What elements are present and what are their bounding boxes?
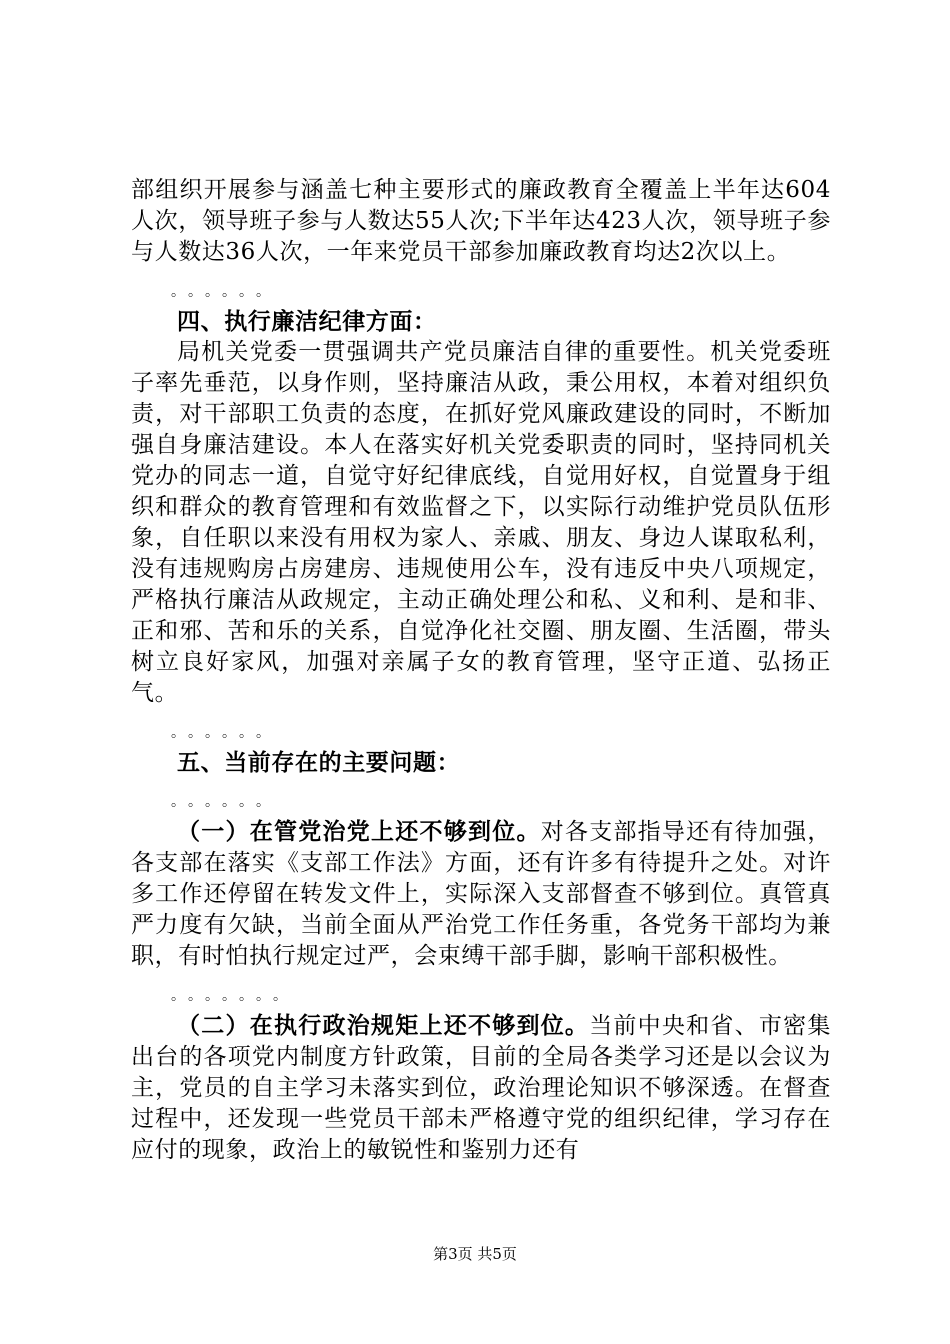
paragraph-problem-1 <box>131 816 831 972</box>
document-body <box>131 175 831 1166</box>
paragraph-integrity-discipline: 局机关党委一贯强调共产党员廉洁自律的重要性。机关党委班子率先垂范，以身作则，坚持廉洁从政，秉公用权，本着对组织负责，对干部职工负责的态度，在抓好党风廉政建设的同时，不断加强自身廉洁建设。本人在落实好机关党委职责的同时，坚持同机关党办的同志一道，自觉守好纪律底线，自觉用好权，自觉置身于组织和群众的教育管理和有效监督之下，以实际行动维护党员队伍形象，自任职以来没有用权为家人、亲戚、朋友、身边人谋取私利，没有违规购房占房建房、违规使用公车，没有违反中央八项规定，严格执行廉洁从政规定，主动正确处理公和私、义和利、是和非、正和邪、苦和乐的关系，自觉净化社交圈、朋友圈、生活圈，带头树立良好家风，加强对亲属子女的教育管理，坚守正道、弘扬正气。 <box>131 339 831 706</box>
section-heading-4: 四、执行廉洁纪律方面： <box>177 308 437 335</box>
problem-2-title: （二）在执行政治规矩上还不够到位。 <box>177 1012 590 1039</box>
paragraph-education-stats: 部组织开展参与涵盖七种主要形式的廉政教育全覆盖上半年达604人次，领导班子参与人数达55人次;下半年达423人次，领导班子参与人数达36人次，一年来党员干部参加廉政教育均达2次以上。 <box>131 177 831 265</box>
paragraph-problem-2 <box>131 1010 831 1166</box>
ellipsis-separator: 。。。。。。。 <box>171 988 297 1004</box>
problem-2-text: 当前中央和省、市密集出台的各项党内制度方针政策，目前的全局各类学习还是以会议为主，党员的自主学习未落实到位，政治理论知识不够深透。在督查过程中，还发现一些党员干部未严格遵守党的组织纪律，学习存在应付的现象，政治上的敏锐性和鉴别力还有 <box>131 1013 832 1163</box>
problem-1-title: （一）在管党治党上还不够到位。 <box>177 818 541 845</box>
page-footer: 第3页 共5页 <box>433 1245 517 1263</box>
ellipsis-separator: 。。。。。。 <box>171 794 280 810</box>
problem-1-text: 对各支部指导还有待加强，各支部在落实《支部工作法》方面，还有许多有待提升之处。对许多工作还停留在转发文件上，实际深入支部督查不够到位。真管真严力度有欠缺，当前全面从严治党工作任务重，各党务干部均为兼职，有时怕执行规定过严，会束缚干部手脚，影响干部积极性。 <box>131 819 832 969</box>
ellipsis-separator: 。。。。。。 <box>171 725 280 741</box>
ellipsis-separator: 。。。。。。 <box>171 284 280 300</box>
section-heading-5: 五、当前存在的主要问题： <box>177 749 461 776</box>
